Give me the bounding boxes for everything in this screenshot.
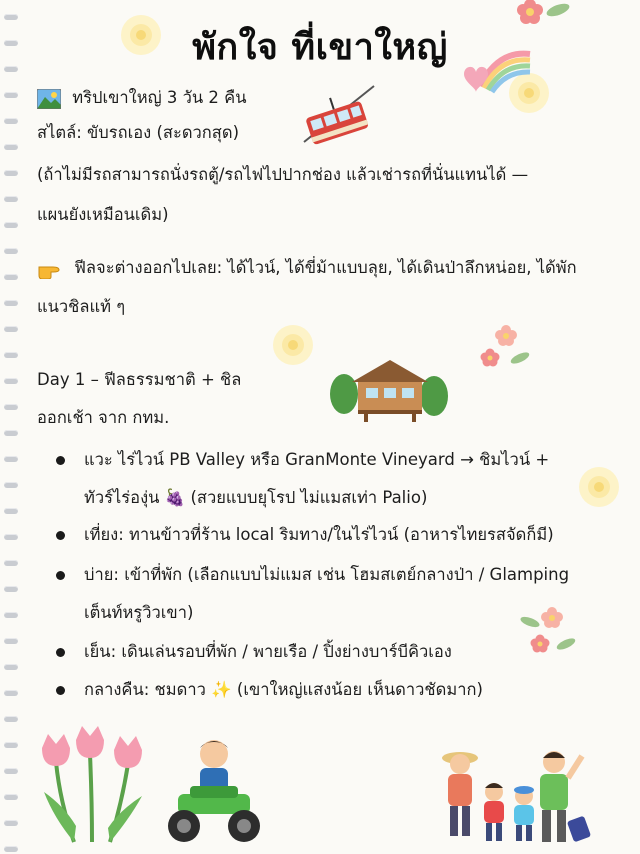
binding-hole bbox=[4, 612, 18, 618]
yellow-bloom-icon bbox=[576, 464, 622, 510]
binding-hole bbox=[4, 144, 18, 150]
day1-item-line-1: เย็น: เดินเล่นรอบที่พัก / พายเรือ / ปิ้งย่างบาร์บีคิวเอง bbox=[84, 642, 452, 661]
day1-depart: ออกเช้า จาก กทม. bbox=[37, 408, 170, 427]
day1-item-line-2: เต็นท์หรูวิวเขา) bbox=[84, 603, 194, 622]
bullet-dot bbox=[56, 648, 65, 657]
wooden-house-illustration bbox=[330, 356, 448, 422]
binding-hole bbox=[4, 326, 18, 332]
trip-text: ทริปเขาใหญ่ 3 วัน 2 คืน bbox=[72, 88, 247, 107]
day1-heading: Day 1 – ฟีลธรรมชาติ + ชิล bbox=[37, 370, 242, 389]
binding-hole bbox=[4, 586, 18, 592]
bullet-dot bbox=[56, 531, 65, 540]
atv-rider-illustration bbox=[160, 736, 268, 846]
binding-hole bbox=[4, 378, 18, 384]
trip-line bbox=[37, 86, 246, 110]
binding-hole bbox=[4, 196, 18, 202]
notebook-binding bbox=[0, 0, 22, 854]
landscape-photo-icon bbox=[37, 89, 61, 109]
binding-hole bbox=[4, 690, 18, 696]
pointing-hand-icon bbox=[37, 259, 63, 279]
binding-hole bbox=[4, 820, 18, 826]
binding-hole bbox=[4, 170, 18, 176]
style-line: สไตล์: ขับรถเอง (สะดวกสุด) bbox=[37, 123, 240, 142]
feel-line-1 bbox=[37, 256, 577, 280]
day1-item-line-1: บ่าย: เข้าที่พัก (เลือกแบบไม่แมส เช่น โฮมสเตย์กลางป่า / Glamping bbox=[84, 565, 570, 584]
day1-item-line-1: แวะ ไร่ไวน์ PB Valley หรือ GranMonte Vineyard → ชิมไวน์ + bbox=[84, 450, 550, 469]
bullet-dot bbox=[56, 571, 65, 580]
binding-hole bbox=[4, 352, 18, 358]
binding-hole bbox=[4, 768, 18, 774]
binding-hole bbox=[4, 716, 18, 722]
binding-hole bbox=[4, 638, 18, 644]
binding-hole bbox=[4, 248, 18, 254]
binding-hole bbox=[4, 300, 18, 306]
binding-hole bbox=[4, 742, 18, 748]
binding-hole bbox=[4, 794, 18, 800]
day1-item-line-2: ทัวร์ไร่องุ่น 🍇 (สวยแบบยุโรป ไม่แมสเท่า Palio) bbox=[84, 488, 428, 507]
tulip-illustration bbox=[34, 722, 152, 848]
binding-hole bbox=[4, 534, 18, 540]
cable-train-illustration bbox=[300, 82, 378, 150]
flower-decoration bbox=[520, 602, 580, 662]
binding-hole bbox=[4, 482, 18, 488]
family-hiking-illustration bbox=[436, 744, 596, 850]
feel-text-1: ฟีลจะต่างออกไปเลย: ได้ไวน์, ได้ขี่ม้าแบบลุย, ได้เดินป่าลึกหน่อย, ได้พัก bbox=[74, 258, 577, 277]
bullet-dot bbox=[56, 686, 65, 695]
binding-hole bbox=[4, 508, 18, 514]
page-title: พักใจ ที่เขาใหญ่ bbox=[192, 27, 448, 68]
flower-decoration bbox=[472, 322, 532, 374]
bullet-dot bbox=[56, 456, 65, 465]
day1-item-line-1: กลางคืน: ชมดาว ✨ (เขาใหญ่แสงน้อย เห็นดาวชัดมาก) bbox=[84, 680, 483, 699]
binding-hole bbox=[4, 560, 18, 566]
binding-hole bbox=[4, 274, 18, 280]
binding-hole bbox=[4, 92, 18, 98]
binding-hole bbox=[4, 430, 18, 436]
binding-hole bbox=[4, 456, 18, 462]
feel-line-2: แนวชิลแท้ ๆ bbox=[37, 297, 126, 316]
binding-hole bbox=[4, 222, 18, 228]
binding-hole bbox=[4, 404, 18, 410]
day1-item-line-1: เที่ยง: ทานข้าวที่ร้าน local ริมทาง/ในไร่ไวน์ (อาหารไทยรสจัดก็มี) bbox=[84, 525, 554, 544]
binding-hole bbox=[4, 664, 18, 670]
yellow-bloom-icon bbox=[270, 322, 316, 368]
binding-hole bbox=[4, 846, 18, 852]
binding-hole bbox=[4, 118, 18, 124]
note-line-2: แผนยังเหมือนเดิม) bbox=[37, 205, 169, 224]
note-line-1: (ถ้าไม่มีรถสามารถนั่งรถตู้/รถไฟไปปากช่อง แล้วเช่ารถที่นั่นแทนได้ — bbox=[37, 165, 529, 184]
